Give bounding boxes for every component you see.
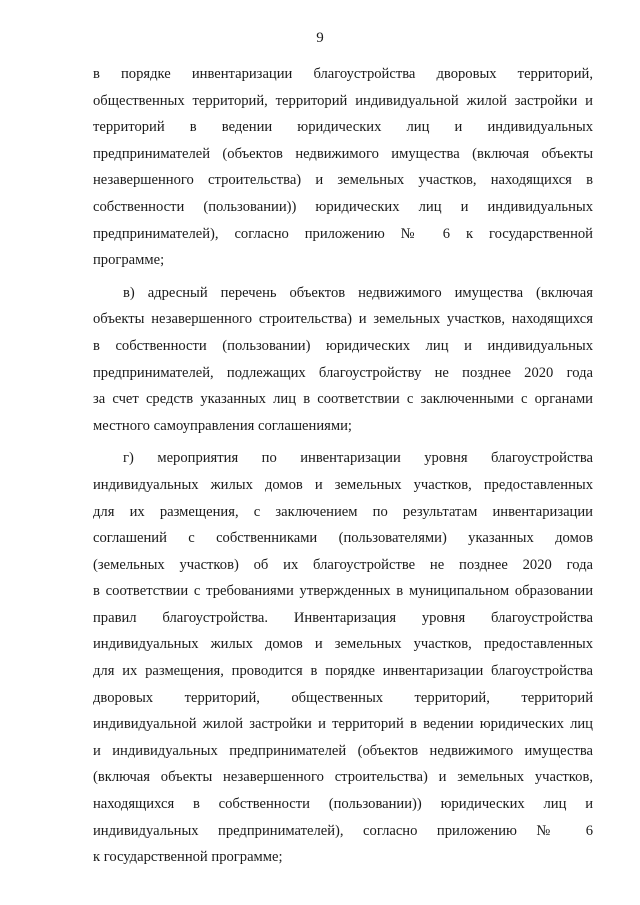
text-line: (включая объекты незавершенного строительства) и земельных участков, — [93, 769, 593, 786]
text-line: за счет средств указанных лиц в соответствии с заключенными с органами — [93, 391, 593, 408]
text-line: находящихся в собственности (пользовании)) юридических лиц и — [93, 796, 593, 813]
text-line: собственности (пользовании)) юридических лиц и индивидуальных — [93, 198, 593, 215]
text-line: для их размещения, проводится в порядке инвентаризации благоустройства — [93, 663, 593, 680]
text-line: предпринимателей), согласно приложению № 6 к государственной — [93, 225, 593, 242]
text-line: в) адресный перечень объектов недвижимого имущества (включая — [123, 284, 593, 301]
text-line: правил благоустройства. Инвентаризация уровня благоустройства — [93, 609, 593, 626]
paragraph-item-g — [93, 445, 593, 871]
text-line: индивидуальных жилых домов и земельных участков, предоставленных — [93, 476, 593, 493]
text-line: общественных территорий, территорий индивидуальной жилой застройки и — [93, 92, 593, 109]
text-line: в порядке инвентаризации благоустройства дворовых территорий, — [93, 66, 593, 82]
page-number: 9 — [316, 30, 324, 46]
text-line: территорий в ведении юридических лиц и индивидуальных — [93, 119, 593, 136]
text-line: незавершенного строительства) и земельных участков, находящихся в — [93, 172, 593, 189]
text-line: и индивидуальных предпринимателей (объектов недвижимого имущества — [93, 742, 593, 759]
paragraph-item-v — [93, 280, 593, 440]
text-line: соглашений с собственниками (пользователями) указанных домов — [93, 530, 593, 547]
text-line: индивидуальных жилых домов и земельных участков, предоставленных — [93, 636, 593, 653]
paragraph-1 — [93, 61, 593, 274]
text-line: дворовых территорий, общественных территорий, территорий — [93, 689, 593, 706]
text-line: предпринимателей (объектов недвижимого имущества (включая объекты — [93, 145, 593, 162]
text-line: (земельных участков) об их благоустройстве не позднее 2020 года — [93, 556, 593, 573]
text-line: г) мероприятия по инвентаризации уровня благоустройства — [123, 450, 593, 467]
text-line: индивидуальных предпринимателей), согласно приложению № 6 — [93, 822, 593, 839]
text-line: для их размещения, с заключением по результатам инвентаризации — [93, 503, 593, 520]
text-line: местного самоуправления соглашениями; — [93, 417, 352, 434]
text-line: индивидуальной жилой застройки и территорий в ведении юридических лиц — [93, 716, 593, 733]
text-line: объекты незавершенного строительства) и земельных участков, находящихся — [93, 311, 593, 328]
text-line: к государственной программе; — [93, 849, 283, 866]
text-line: в собственности (пользовании) юридических лиц и индивидуальных — [93, 337, 593, 354]
text-line: программе; — [93, 252, 165, 269]
document-body — [93, 61, 593, 871]
text-line: в соответствии с требованиями утвержденных в муниципальном образовании — [93, 583, 593, 600]
text-line: предпринимателей, подлежащих благоустройству не позднее 2020 года — [93, 364, 593, 381]
